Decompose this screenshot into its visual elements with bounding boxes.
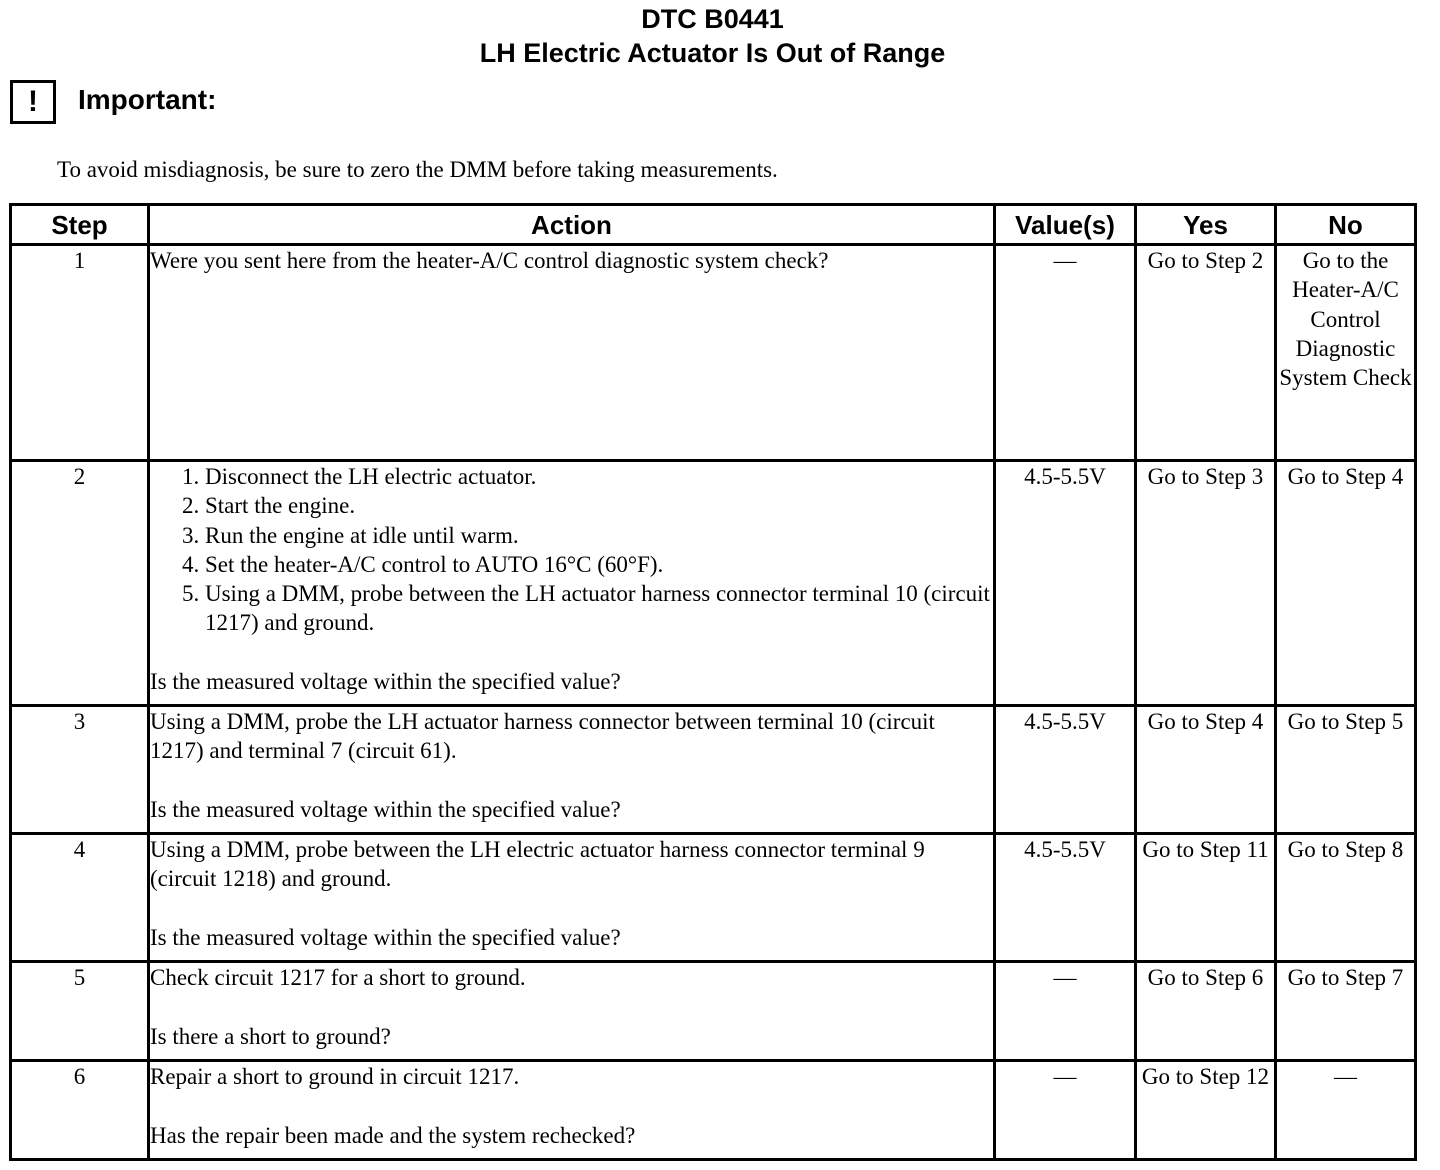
value-cell: — <box>995 1061 1136 1160</box>
yes-cell: Go to Step 4 <box>1136 706 1276 834</box>
yes-cell: Go to Step 11 <box>1136 834 1276 962</box>
no-cell: — <box>1276 1061 1416 1160</box>
action-list-item: 5. Using a DMM, probe between the LH actuator harness connector terminal 10 (circuit 1217) and ground. <box>205 579 993 638</box>
table-header-row <box>11 205 1416 245</box>
action-cell <box>149 461 995 706</box>
no-cell: Go to Step 7 <box>1276 962 1416 1061</box>
header-values: Value(s) <box>995 205 1136 245</box>
action-cell <box>149 962 995 1061</box>
action-cell <box>149 245 995 461</box>
action-text: Were you sent here from the heater-A/C control diagnostic system check? <box>150 248 829 273</box>
important-label: Important: <box>78 84 217 115</box>
diagnostic-table <box>9 203 1417 1161</box>
value-cell: 4.5-5.5V <box>995 706 1136 834</box>
no-cell: Go to Step 4 <box>1276 461 1416 706</box>
no-cell: Go to Step 8 <box>1276 834 1416 962</box>
page-title: LH Electric Actuator Is Out of Range <box>479 38 946 68</box>
yes-cell: Go to Step 12 <box>1136 1061 1276 1160</box>
action-text: Check circuit 1217 for a short to ground. <box>150 965 526 990</box>
action-cell <box>149 834 995 962</box>
action-question: Is there a short to ground? <box>150 1023 391 1049</box>
no-cell: Go to the Heater-A/C Control Diagnostic System Check <box>1276 245 1416 461</box>
value-cell: 4.5-5.5V <box>995 834 1136 962</box>
action-text: Using a DMM, probe between the LH electric actuator harness connector terminal 9 (circuit 1218) and ground. <box>150 837 925 892</box>
action-text: Using a DMM, probe the LH actuator harness connector between terminal 10 (circuit 1217) and terminal 7 (circuit 61). <box>150 709 935 764</box>
dtc-code: DTC B0441 <box>641 4 784 34</box>
action-list-item: 3. Run the engine at idle until warm. <box>205 521 993 550</box>
table-row <box>11 461 1416 706</box>
exclamation-glyph: ! <box>28 85 38 118</box>
table-row <box>11 1061 1416 1160</box>
action-list-item: 2. Start the engine. <box>205 491 993 520</box>
yes-cell: Go to Step 6 <box>1136 962 1276 1061</box>
important-note: To avoid misdiagnosis, be sure to zero the DMM before taking measurements. <box>57 157 778 182</box>
step-number: 5 <box>11 962 149 1061</box>
step-number: 2 <box>11 461 149 706</box>
no-cell: Go to Step 5 <box>1276 706 1416 834</box>
yes-cell: Go to Step 2 <box>1136 245 1276 461</box>
table-row <box>11 834 1416 962</box>
step-number: 3 <box>11 706 149 834</box>
step-number: 6 <box>11 1061 149 1160</box>
value-cell: 4.5-5.5V <box>995 461 1136 706</box>
header-yes: Yes <box>1136 205 1276 245</box>
header-step: Step <box>11 205 149 245</box>
action-list <box>150 462 993 638</box>
table-row <box>11 706 1416 834</box>
action-question: Has the repair been made and the system rechecked? <box>150 1122 636 1148</box>
action-cell <box>149 1061 995 1160</box>
action-question: Is the measured voltage within the specified value? <box>150 669 621 695</box>
value-cell: — <box>995 245 1136 461</box>
header-action: Action <box>149 205 995 245</box>
value-cell: — <box>995 962 1136 1061</box>
action-question: Is the measured voltage within the specified value? <box>150 924 621 950</box>
exclamation-box-icon <box>10 80 56 124</box>
table-row <box>11 245 1416 461</box>
table-row <box>11 962 1416 1061</box>
action-list-item: 1. Disconnect the LH electric actuator. <box>205 462 993 491</box>
action-text: Repair a short to ground in circuit 1217. <box>150 1064 520 1089</box>
action-cell <box>149 706 995 834</box>
step-number: 4 <box>11 834 149 962</box>
action-list-item: 4. Set the heater-A/C control to AUTO 16°C (60°F). <box>205 550 993 579</box>
header-no: No <box>1276 205 1416 245</box>
step-number: 1 <box>11 245 149 461</box>
action-question: Is the measured voltage within the specified value? <box>150 796 621 822</box>
yes-cell: Go to Step 3 <box>1136 461 1276 706</box>
